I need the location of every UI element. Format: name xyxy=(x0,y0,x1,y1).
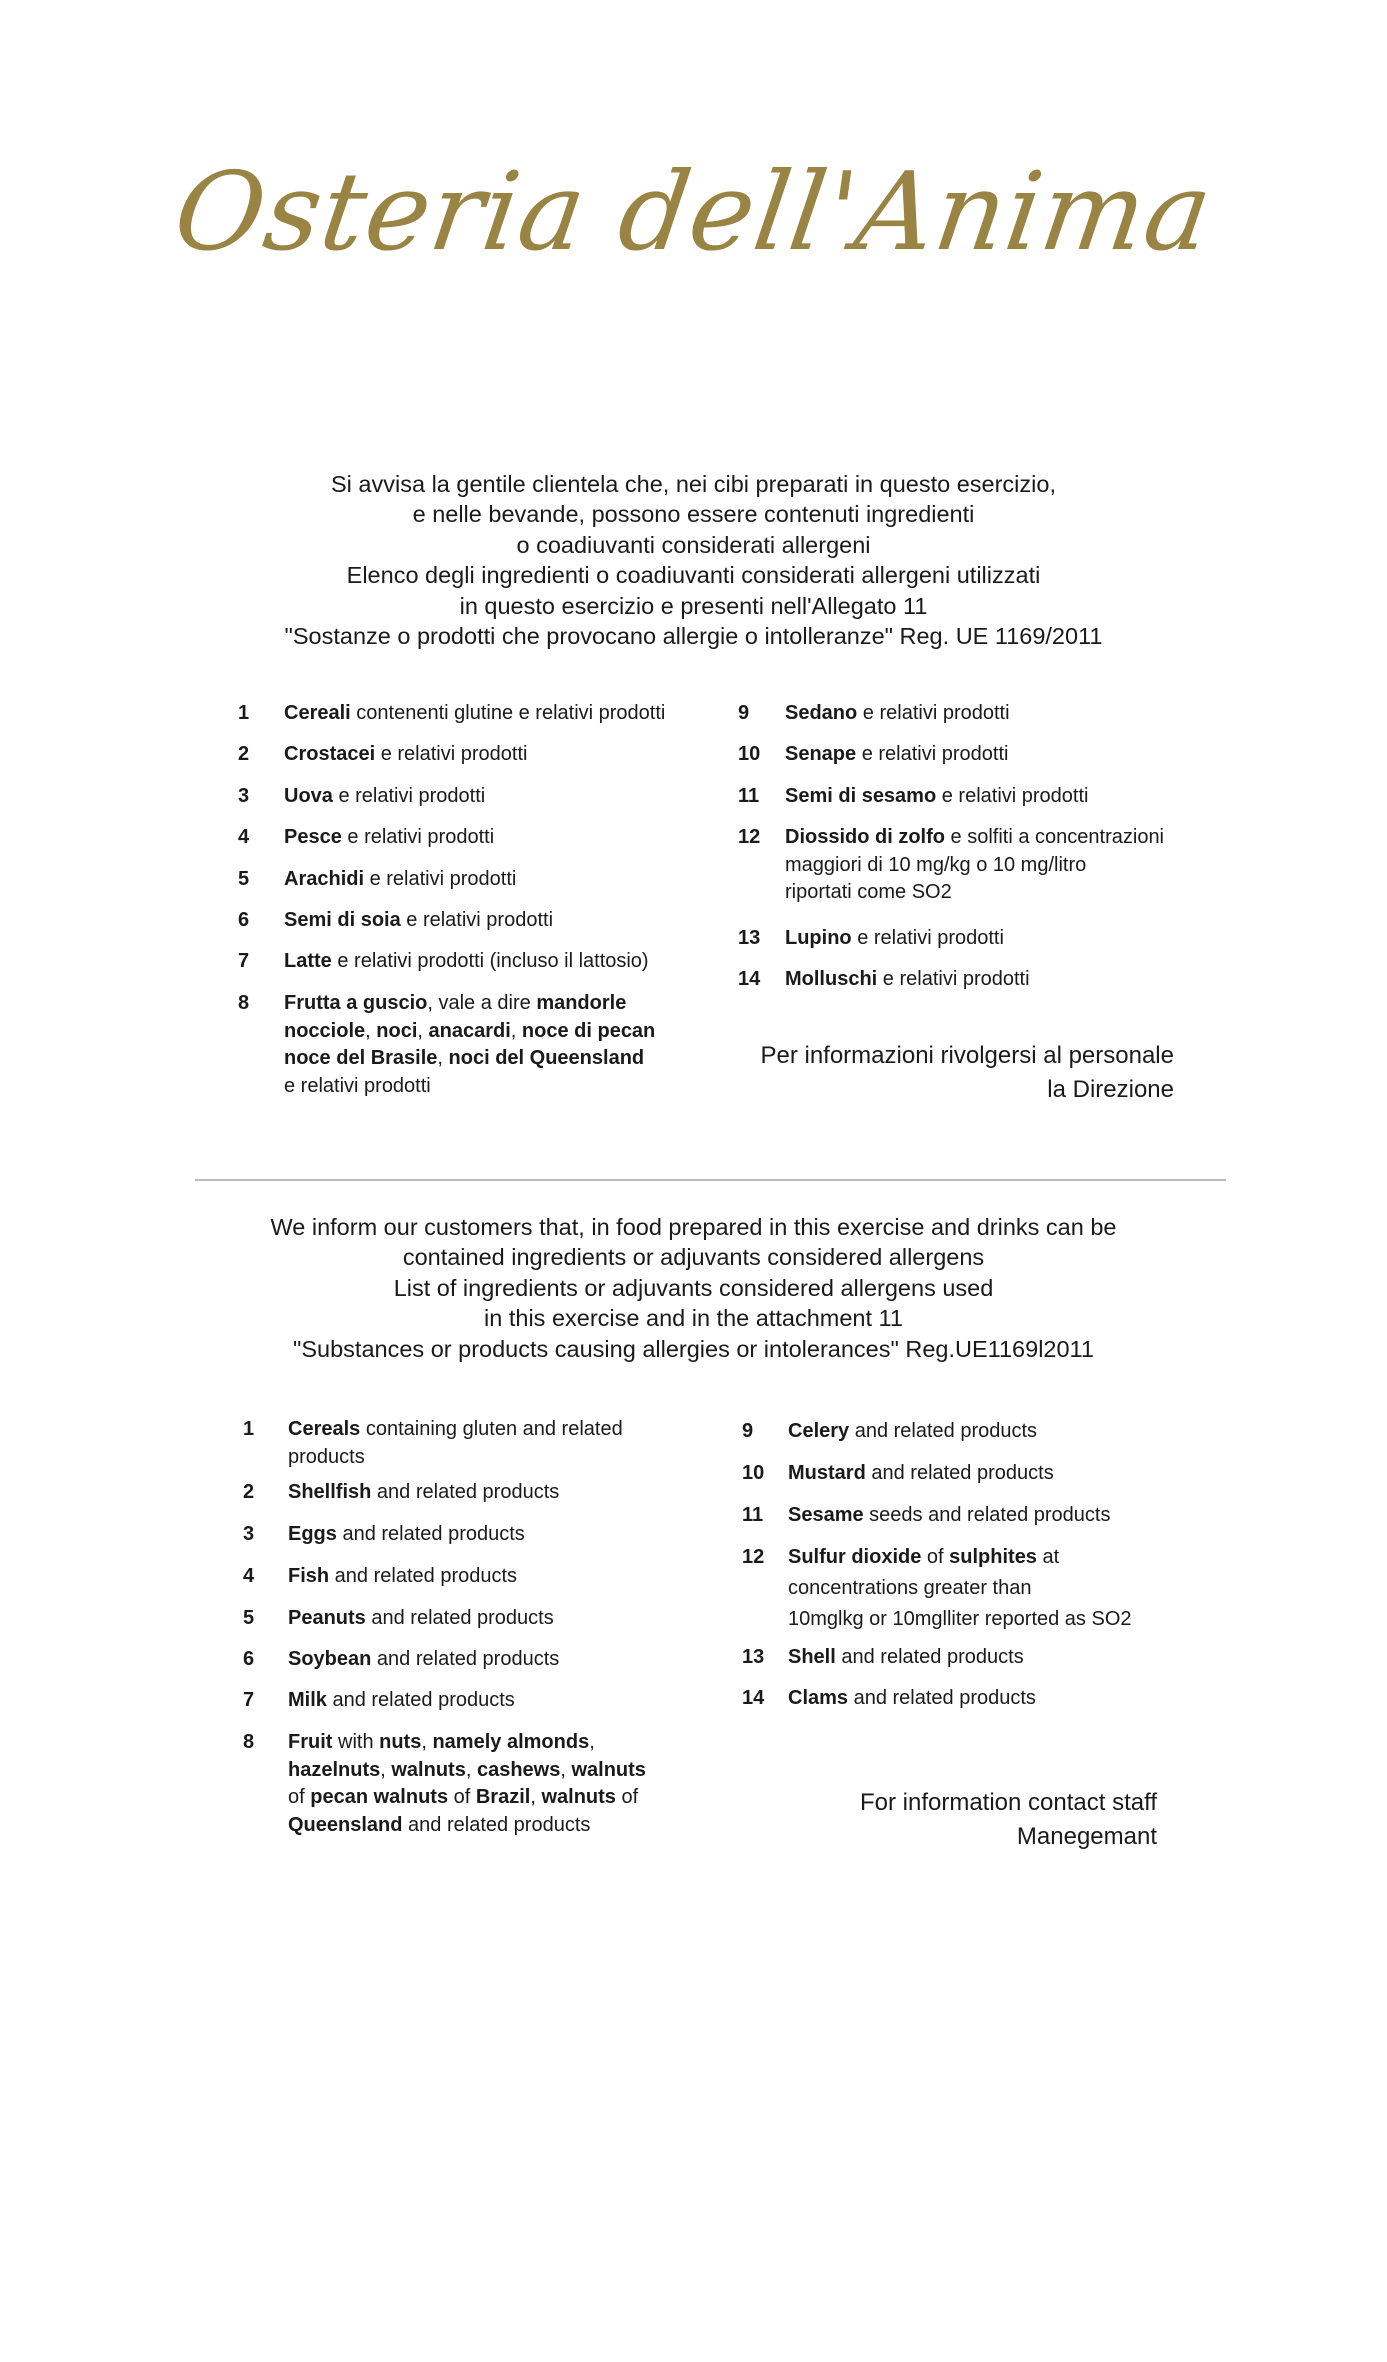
allergen-name: Cereals xyxy=(288,1418,361,1440)
allergen-text: e relativi prodotti xyxy=(877,968,1030,990)
allergen-name: Senape xyxy=(785,743,857,765)
allergen-number: 12 xyxy=(742,1546,765,1568)
allergen-description xyxy=(288,1521,713,1549)
allergen-number: 14 xyxy=(742,1687,765,1709)
allergen-number: 4 xyxy=(238,826,250,848)
allergen-description xyxy=(788,1683,1192,1714)
allergen-description xyxy=(785,783,1188,811)
allergen-text: , xyxy=(417,1019,429,1042)
allergen-text: e solfiti a concentrazioni xyxy=(945,826,1165,848)
allergen-name: walnuts xyxy=(571,1758,646,1781)
description-line xyxy=(785,824,1188,852)
allergen-text: with xyxy=(332,1731,380,1753)
allergen-description xyxy=(284,990,708,1100)
allergen-description xyxy=(788,1458,1192,1489)
allergen-name: Mustard xyxy=(788,1462,866,1484)
allergen-name: Lupino xyxy=(785,927,852,949)
description-line xyxy=(288,1687,713,1715)
allergen-number: 10 xyxy=(738,743,761,765)
allergen-description xyxy=(785,925,1188,953)
allergen-text: seeds and related products xyxy=(863,1504,1111,1526)
notice-line: We inform our customers that, in food prepared in this exercise and drinks can be xyxy=(270,1214,1117,1240)
allergen-number: 7 xyxy=(238,950,250,972)
allergen-text: , xyxy=(421,1731,433,1753)
allergen-number: 7 xyxy=(243,1689,255,1711)
allergen-text: of xyxy=(448,1786,476,1808)
allergen-description xyxy=(284,700,708,728)
notice-line: in this exercise and in the attachment 11 xyxy=(484,1305,903,1332)
allergen-text: , xyxy=(560,1758,572,1781)
allergen-number: 6 xyxy=(238,909,250,931)
allergen-name: cashews xyxy=(476,1758,561,1781)
allergen-name: Molluschi xyxy=(785,968,878,990)
allergen-text: e relativi prodotti (incluso il lattosio) xyxy=(331,950,649,972)
allergen-text: e relativi prodotti xyxy=(364,868,517,890)
allergen-name: namely almonds xyxy=(432,1731,590,1753)
allergen-name: Eggs xyxy=(288,1523,337,1545)
italian-allergen-notice xyxy=(0,469,1387,651)
allergen-text: and related products xyxy=(848,1687,1036,1709)
description-line xyxy=(785,879,1188,907)
allergen-number: 2 xyxy=(243,1481,255,1503)
notice-line: List of ingredients or adjuvants considered allergens used xyxy=(393,1274,994,1301)
allergen-text: e relativi prodotti xyxy=(936,785,1089,807)
allergen-name: Fruit xyxy=(288,1731,333,1753)
allergen-number: 4 xyxy=(243,1565,255,1587)
allergen-text: and related products xyxy=(329,1565,518,1587)
description-line xyxy=(284,1045,708,1073)
allergen-name: sulphites xyxy=(949,1546,1037,1568)
allergen-name: Sesame xyxy=(788,1504,864,1526)
allergen-name: Uova xyxy=(284,785,333,807)
allergen-text: and related products xyxy=(326,1689,515,1711)
allergen-description xyxy=(785,824,1188,907)
allergen-name: pecan walnuts xyxy=(310,1786,449,1808)
allergen-name: Diossido di zolfo xyxy=(785,826,945,848)
description-line xyxy=(288,1812,713,1840)
allergen-number: 12 xyxy=(738,826,761,848)
notice-line: in questo esercizio e presenti nell'Allegato 11 xyxy=(459,592,928,619)
allergen-number: 8 xyxy=(243,1731,255,1753)
allergen-text: e relativi prodotti xyxy=(375,743,528,765)
allergen-text: and related products xyxy=(336,1523,525,1545)
allergen-text: of xyxy=(615,1786,639,1808)
allergen-text: e relativi prodotti xyxy=(400,909,554,931)
allergen-name: Clams xyxy=(788,1687,849,1709)
notice-line: contained ingredients or adjuvants considered allergens xyxy=(402,1244,985,1271)
allergen-text: and related products xyxy=(371,1648,560,1670)
notice-line: "Sostanze o prodotti che provocano allergie o intolleranze" Reg. UE 1169/2011 xyxy=(284,623,1103,650)
allergen-name: Sulfur dioxide xyxy=(788,1546,922,1568)
description-line xyxy=(288,1646,713,1674)
allergen-text: at xyxy=(1036,1546,1060,1568)
notice-line: Si avvisa la gentile clientela che, nei cibi preparati in questo esercizio, xyxy=(331,471,1056,497)
allergen-number: 1 xyxy=(238,702,250,724)
allergen-text: and related products xyxy=(835,1646,1024,1668)
allergen-text: e relativi prodotti xyxy=(332,785,486,807)
allergen-description xyxy=(288,1687,713,1715)
allergen-name: Shellfish xyxy=(288,1481,372,1503)
allergen-name: anacardi xyxy=(428,1019,511,1042)
allergen-text: and related products xyxy=(865,1462,1054,1484)
description-line xyxy=(284,1073,708,1101)
allergen-name: walnuts xyxy=(391,1758,466,1781)
description-line xyxy=(284,907,708,935)
allergen-text: , vale a dire xyxy=(427,992,537,1014)
allergen-number: 11 xyxy=(742,1504,764,1526)
allergen-name: noce di pecan xyxy=(521,1019,656,1042)
allergen-text: and related products xyxy=(849,1420,1038,1442)
description-line xyxy=(788,1500,1192,1531)
allergen-description xyxy=(288,1646,713,1674)
allergen-text: contenenti glutine e relativi prodotti xyxy=(350,702,666,724)
description-line xyxy=(785,700,1188,728)
allergen-name: Milk xyxy=(288,1689,327,1711)
description-line xyxy=(788,1542,1192,1573)
description-line xyxy=(288,1521,713,1549)
allergen-description xyxy=(788,1542,1192,1635)
allergen-name: Soybean xyxy=(288,1648,372,1670)
description-line xyxy=(785,925,1188,953)
allergen-name: Frutta a guscio xyxy=(284,992,428,1014)
allergen-text: e relativi prodotti xyxy=(284,1074,431,1097)
allergen-description xyxy=(284,866,708,894)
allergen-number: 2 xyxy=(238,743,250,765)
allergen-name: nocciole xyxy=(284,1019,366,1042)
allergen-name: Brazil xyxy=(475,1786,531,1808)
allergen-text: , xyxy=(530,1786,542,1808)
allergen-number: 6 xyxy=(243,1648,255,1670)
description-line xyxy=(288,1605,713,1633)
italian-contact-note xyxy=(730,1039,1174,1107)
allergen-description xyxy=(284,741,708,769)
description-line xyxy=(788,1573,1192,1604)
description-line xyxy=(288,1757,713,1785)
allergen-number: 3 xyxy=(238,785,250,807)
allergen-description xyxy=(284,783,708,811)
allergen-number: 3 xyxy=(243,1523,255,1545)
description-line xyxy=(284,700,708,728)
allergen-text: e relativi prodotti xyxy=(341,826,495,848)
allergen-description xyxy=(785,966,1188,994)
notice-line: o coadiuvanti considerati allergeni xyxy=(516,531,871,558)
description-line xyxy=(785,783,1188,811)
allergen-description xyxy=(284,948,708,976)
description-line xyxy=(288,1479,713,1507)
notice-line: e nelle bevande, possono essere contenuti ingredienti xyxy=(412,501,975,528)
allergen-number: 10 xyxy=(742,1462,765,1484)
allergen-name: noci xyxy=(376,1019,418,1042)
allergen-name: Semi di soia xyxy=(284,909,401,931)
allergen-text: containing gluten and related xyxy=(360,1418,623,1440)
description-line xyxy=(284,990,708,1018)
description-line xyxy=(788,1458,1192,1489)
description-line xyxy=(788,1683,1192,1714)
allergen-number: 1 xyxy=(243,1418,255,1440)
allergen-text: and related products xyxy=(365,1607,554,1629)
allergen-text: concentrations greater than xyxy=(788,1577,1032,1599)
allergen-name: Peanuts xyxy=(288,1607,366,1629)
allergen-text: and related products xyxy=(371,1481,560,1503)
allergen-text: of xyxy=(288,1786,311,1808)
allergen-description xyxy=(288,1563,713,1591)
allergen-description xyxy=(788,1416,1192,1447)
allergen-name: Arachidi xyxy=(284,868,365,890)
allergen-text: maggiori di 10 mg/kg o 10 mg/litro xyxy=(785,853,1087,876)
contact-line: For information contact staff xyxy=(859,1789,1157,1816)
english-contact-note xyxy=(730,1786,1157,1854)
allergen-description xyxy=(288,1416,713,1471)
allergen-description xyxy=(288,1605,713,1633)
allergen-name: Sedano xyxy=(785,702,858,724)
allergen-name: noce del Brasile xyxy=(284,1047,438,1069)
allergen-name: Shell xyxy=(788,1646,836,1668)
allergen-name: Semi di sesamo xyxy=(785,785,937,807)
allergen-number: 5 xyxy=(243,1607,255,1629)
restaurant-logo: Osteria dell'Anima xyxy=(167,150,1220,275)
allergen-description xyxy=(288,1729,713,1839)
allergen-description xyxy=(284,824,708,852)
description-line xyxy=(785,966,1188,994)
allergen-name: walnuts xyxy=(541,1786,616,1808)
allergen-number: 13 xyxy=(738,927,761,949)
allergen-description xyxy=(785,741,1188,769)
allergen-text: , xyxy=(380,1758,392,1781)
allergen-number: 8 xyxy=(238,992,250,1014)
allergen-text: and related products xyxy=(402,1813,591,1836)
allergen-text: of xyxy=(921,1546,950,1568)
description-line xyxy=(288,1729,713,1757)
description-line xyxy=(288,1563,713,1591)
allergen-description xyxy=(788,1642,1192,1673)
english-allergen-notice xyxy=(0,1212,1387,1364)
allergen-text: , xyxy=(365,1019,377,1042)
allergen-description xyxy=(288,1479,713,1507)
allergen-name: Queensland xyxy=(288,1813,403,1836)
contact-line: Per informazioni rivolgersi al personale xyxy=(760,1042,1174,1069)
allergen-number: 13 xyxy=(742,1646,765,1668)
description-line xyxy=(284,1018,708,1046)
allergen-text: , xyxy=(589,1731,595,1753)
allergen-description xyxy=(785,700,1188,728)
description-line xyxy=(788,1416,1192,1447)
allergen-name: hazelnuts xyxy=(288,1758,381,1781)
description-line xyxy=(785,852,1188,880)
allergen-name: Cereali xyxy=(284,702,351,724)
allergen-description xyxy=(788,1500,1192,1531)
allergen-text: riportati come SO2 xyxy=(785,881,952,903)
allergen-description xyxy=(284,907,708,935)
allergen-text: products xyxy=(288,1445,365,1468)
allergen-number: 9 xyxy=(738,702,750,724)
notice-line: "Substances or products causing allergies or intolerances" Reg.UE1169l2011 xyxy=(293,1335,1094,1362)
allergen-text: , xyxy=(437,1047,449,1069)
section-divider xyxy=(195,1179,1226,1181)
notice-line: Elenco degli ingredienti o coadiuvanti considerati allergeni utilizzati xyxy=(346,562,1041,589)
contact-line: Manegemant xyxy=(1016,1823,1157,1850)
description-line xyxy=(288,1444,713,1472)
allergen-text: , xyxy=(465,1758,477,1781)
description-line xyxy=(288,1784,713,1812)
allergen-number: 14 xyxy=(738,968,761,990)
allergen-text: e relativi prodotti xyxy=(857,702,1010,724)
allergen-number: 5 xyxy=(238,868,250,890)
allergen-text: e relativi prodotti xyxy=(851,927,1004,949)
description-line xyxy=(788,1604,1192,1635)
contact-line: la Direzione xyxy=(1047,1076,1174,1103)
description-line xyxy=(284,866,708,894)
allergen-number: 9 xyxy=(742,1420,754,1442)
allergen-text: , xyxy=(510,1019,522,1042)
description-line xyxy=(284,824,708,852)
description-line xyxy=(288,1416,713,1444)
allergen-text: 10mglkg or 10mglliter reported as SO2 xyxy=(788,1608,1132,1630)
description-line xyxy=(284,741,708,769)
allergen-number: 11 xyxy=(738,785,760,807)
allergen-name: Pesce xyxy=(284,826,342,848)
allergen-name: Celery xyxy=(788,1420,850,1442)
allergen-text: e relativi prodotti xyxy=(856,743,1009,765)
allergen-name: Fish xyxy=(288,1565,330,1587)
allergen-name: Crostacei xyxy=(284,743,376,765)
description-line xyxy=(785,741,1188,769)
allergen-name: Latte xyxy=(284,950,332,972)
description-line xyxy=(788,1642,1192,1673)
description-line xyxy=(284,783,708,811)
allergen-name: noci del Queensland xyxy=(448,1047,645,1069)
allergen-name: nuts xyxy=(379,1731,422,1753)
allergen-name: mandorle xyxy=(536,992,627,1014)
description-line xyxy=(284,948,708,976)
